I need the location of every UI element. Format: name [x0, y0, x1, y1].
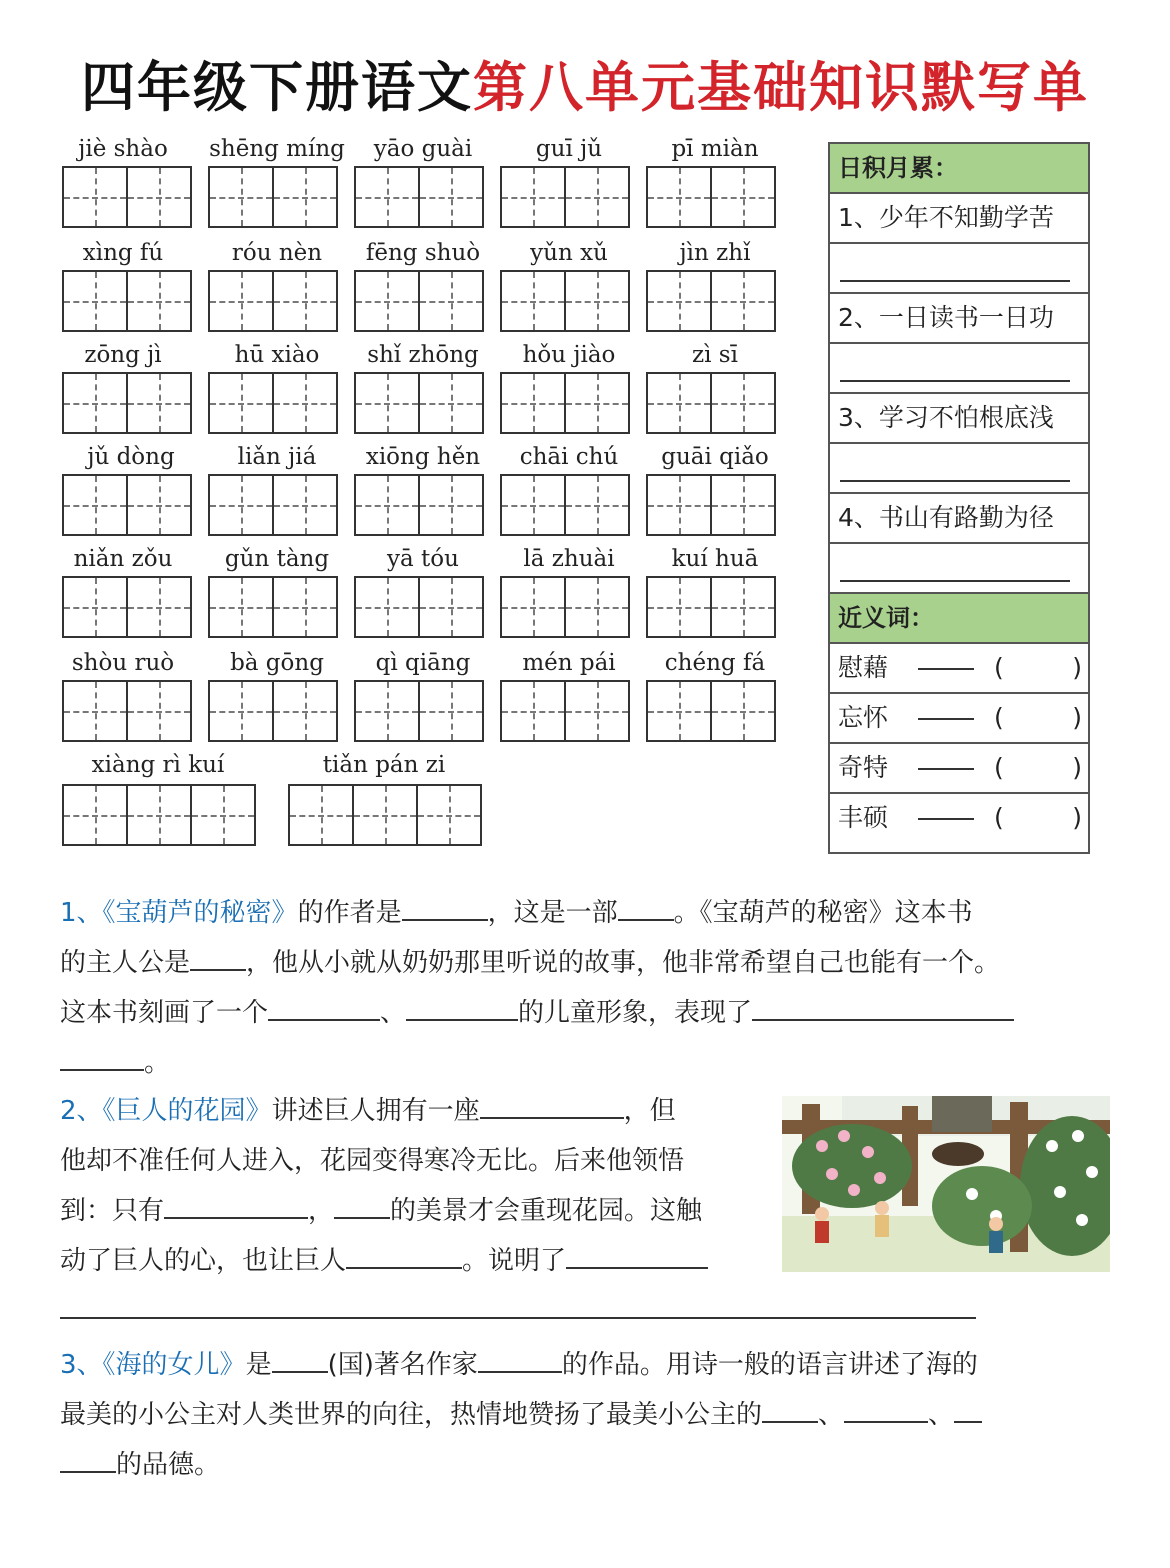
writing-box[interactable]: [354, 680, 484, 742]
q3-text: (国)著名作家: [327, 1350, 478, 1380]
writing-box[interactable]: [646, 270, 776, 332]
pinyin-label: shǐ zhōng: [367, 342, 479, 368]
writing-box[interactable]: [500, 166, 630, 228]
q2-text: 。说明了: [462, 1246, 567, 1276]
q2-blank[interactable]: [334, 1189, 390, 1219]
pinyin-label: xìng fú: [82, 240, 164, 266]
q2-blank[interactable]: [346, 1239, 462, 1269]
writing-box[interactable]: [354, 166, 484, 228]
q2-text: ，: [308, 1196, 335, 1226]
saying-2: 2、一日读书一日功: [830, 294, 1088, 344]
pinyin-label: kuí huā: [671, 546, 759, 572]
writing-box[interactable]: [646, 474, 776, 536]
saying-answer-line[interactable]: [830, 444, 1088, 494]
paren-close: ): [1072, 653, 1082, 682]
pinyin-label: chéng fá: [664, 650, 766, 676]
q2-book: 《巨人的花园》: [102, 1096, 272, 1126]
pinyin-label: guāi qiǎo: [661, 444, 769, 470]
writing-box[interactable]: [62, 474, 192, 536]
q1-blank[interactable]: [402, 891, 488, 921]
question-3: [60, 1340, 982, 1490]
paren-close: ): [1072, 703, 1082, 732]
q2-text: ，但: [623, 1096, 676, 1126]
q1-blank[interactable]: [406, 991, 518, 1021]
q1-text: ，他从小就从奶奶那里听说的故事，他非常希望自己也能有一个。: [246, 948, 1001, 978]
q3-blank[interactable]: [762, 1393, 818, 1423]
pinyin-label: jǔ dòng: [87, 444, 175, 470]
q2-blank[interactable]: [60, 1289, 976, 1319]
q3-text: 是: [245, 1350, 272, 1380]
writing-box[interactable]: [62, 784, 256, 846]
pinyin-label: zōng jì: [84, 342, 162, 368]
writing-box[interactable]: [62, 680, 192, 742]
pinyin-label: yāo guài: [373, 136, 473, 162]
q1-text: 的主人公是: [60, 948, 191, 978]
q1-text: 的儿童形象，表现了: [518, 998, 753, 1028]
synonym-row[interactable]: [830, 694, 1088, 744]
q1-book: 《宝葫芦的秘密》: [102, 898, 298, 928]
q1-blank[interactable]: [268, 991, 380, 1021]
q1-text: 。: [144, 1048, 171, 1078]
q1-blank[interactable]: [618, 891, 674, 921]
pinyin-label: pī miàn: [671, 136, 759, 162]
pinyin-label: gǔn tàng: [224, 546, 330, 572]
q3-number: 3、: [60, 1350, 103, 1380]
pinyin-label: chāi chú: [519, 444, 619, 470]
pinyin-label: niǎn zǒu: [73, 546, 173, 572]
writing-box[interactable]: [354, 474, 484, 536]
pinyin-label: shòu ruò: [71, 650, 175, 676]
pinyin-label: xiōng hěn: [365, 444, 481, 470]
page-title: [0, 48, 1170, 128]
pinyin-label: bà gōng: [230, 650, 324, 676]
q2-blank[interactable]: [164, 1189, 308, 1219]
pinyin-label: shēng míng: [209, 136, 345, 162]
saying-answer-line[interactable]: [830, 344, 1088, 394]
q1-text: 这本书刻画了一个: [60, 998, 269, 1028]
saying-4: 4、书山有路勤为径: [830, 494, 1088, 544]
saying-answer-line[interactable]: [830, 544, 1088, 594]
pinyin-label: fēng shuò: [365, 240, 481, 266]
q1-blank[interactable]: [60, 1041, 144, 1071]
q2-text: 他却不准任何人进入，花园变得寒冷无比。后来他领悟: [60, 1146, 685, 1176]
synonym-row[interactable]: [830, 794, 1088, 844]
pinyin-label: tiǎn pán zi: [322, 752, 446, 778]
q3-text: 的作品。用诗一般的语言讲述了海的: [561, 1350, 978, 1380]
writing-box[interactable]: [62, 270, 192, 332]
writing-box[interactable]: [646, 680, 776, 742]
pinyin-label: qì qiāng: [375, 650, 471, 676]
illustration-svg: [782, 1096, 1110, 1272]
writing-box[interactable]: [62, 576, 192, 638]
synonym-heading: 近义词：: [830, 594, 1088, 644]
writing-box[interactable]: [500, 474, 630, 536]
pinyin-label: guī jǔ: [535, 136, 603, 162]
writing-box[interactable]: [500, 576, 630, 638]
q2-blank[interactable]: [566, 1239, 708, 1269]
pinyin-label: hǒu jiào: [522, 342, 616, 368]
q3-text: 最美的小公主对人类世界的向往，热情地赞扬了最美小公主的: [60, 1400, 763, 1430]
q2-text: 到：只有: [60, 1196, 165, 1226]
q1-number: 1、: [60, 898, 103, 928]
pinyin-label: mén pái: [522, 650, 616, 676]
q3-blank[interactable]: [60, 1443, 116, 1473]
sidebar-panel: [828, 142, 1090, 854]
paren-close: ): [1072, 803, 1082, 832]
q3-text: 、: [818, 1400, 845, 1430]
writing-box[interactable]: [62, 166, 192, 228]
paren-open: (: [994, 753, 1004, 782]
q3-blank[interactable]: [272, 1343, 328, 1373]
paren-close: ): [1072, 753, 1082, 782]
synonym-row[interactable]: [830, 744, 1088, 794]
giant-garden-illustration: [782, 1096, 1110, 1272]
q3-book: 《海的女儿》: [102, 1350, 246, 1380]
synonym-word: 忘怀: [838, 703, 889, 732]
pinyin-label: xiàng rì kuí: [91, 752, 225, 778]
q1-text: 、: [380, 998, 407, 1028]
q3-text: 的品德。: [116, 1450, 221, 1480]
paren-open: (: [994, 653, 1004, 682]
synonym-word: 慰藉: [838, 653, 889, 682]
saying-1: 1、少年不知勤学苦: [830, 194, 1088, 244]
q2-blank[interactable]: [480, 1089, 624, 1119]
pinyin-label: yā tóu: [387, 546, 459, 572]
q1-blank[interactable]: [752, 991, 1014, 1021]
q3-text: 、: [928, 1400, 955, 1430]
writing-box[interactable]: [500, 680, 630, 742]
synonym-word: 奇特: [838, 753, 889, 782]
q1-blank[interactable]: [190, 941, 246, 971]
writing-box[interactable]: [354, 372, 484, 434]
saying-3: 3、学习不怕根底浅: [830, 394, 1088, 444]
writing-box[interactable]: [288, 784, 482, 846]
writing-box[interactable]: [62, 372, 192, 434]
writing-box[interactable]: [500, 270, 630, 332]
saying-answer-line[interactable]: [830, 244, 1088, 294]
q3-blank[interactable]: [478, 1343, 562, 1373]
pinyin-label: liǎn jiá: [237, 444, 317, 470]
writing-box[interactable]: [208, 576, 338, 638]
writing-box[interactable]: [646, 576, 776, 638]
writing-box[interactable]: [646, 166, 776, 228]
question-1: [60, 888, 1014, 1088]
pinyin-label: zì sī: [692, 342, 738, 368]
pinyin-label: hū xiào: [234, 342, 320, 368]
q1-text: 的作者是: [297, 898, 402, 928]
pinyin-label: yǔn xǔ: [530, 240, 608, 266]
q3-blank[interactable]: [844, 1393, 928, 1423]
writing-box[interactable]: [208, 270, 338, 332]
title-unit: 第八单元基础知识默写单: [473, 56, 1089, 119]
pinyin-label: lā zhuài: [523, 546, 615, 572]
q2-text: 动了巨人的心，也让巨人: [60, 1246, 347, 1276]
pinyin-grid: [58, 134, 798, 864]
q1-text: ，这是一部: [487, 898, 618, 928]
writing-box[interactable]: [208, 680, 338, 742]
pinyin-label: jiè shào: [78, 136, 168, 162]
q2-text: 的美景才会重现花园。这触: [390, 1196, 703, 1226]
q1-text: 。《宝葫芦的秘密》这本书: [673, 898, 973, 928]
paren-open: (: [994, 703, 1004, 732]
writing-box[interactable]: [354, 270, 484, 332]
q3-blank[interactable]: [954, 1393, 982, 1423]
accumulate-heading: 日积月累：: [830, 144, 1088, 194]
writing-box[interactable]: [208, 372, 338, 434]
title-grade: 四年级下册语文: [81, 56, 473, 119]
pinyin-label: jìn zhǐ: [679, 240, 751, 266]
writing-box[interactable]: [354, 576, 484, 638]
writing-box[interactable]: [646, 372, 776, 434]
writing-box[interactable]: [208, 474, 338, 536]
q2-number: 2、: [60, 1096, 103, 1126]
synonym-word: 丰硕: [838, 803, 889, 832]
synonym-row[interactable]: [830, 644, 1088, 694]
writing-box[interactable]: [500, 372, 630, 434]
q2-text: 讲述巨人拥有一座: [271, 1096, 480, 1126]
paren-open: (: [994, 803, 1004, 832]
pinyin-label: róu nèn: [231, 240, 323, 266]
writing-box[interactable]: [208, 166, 338, 228]
